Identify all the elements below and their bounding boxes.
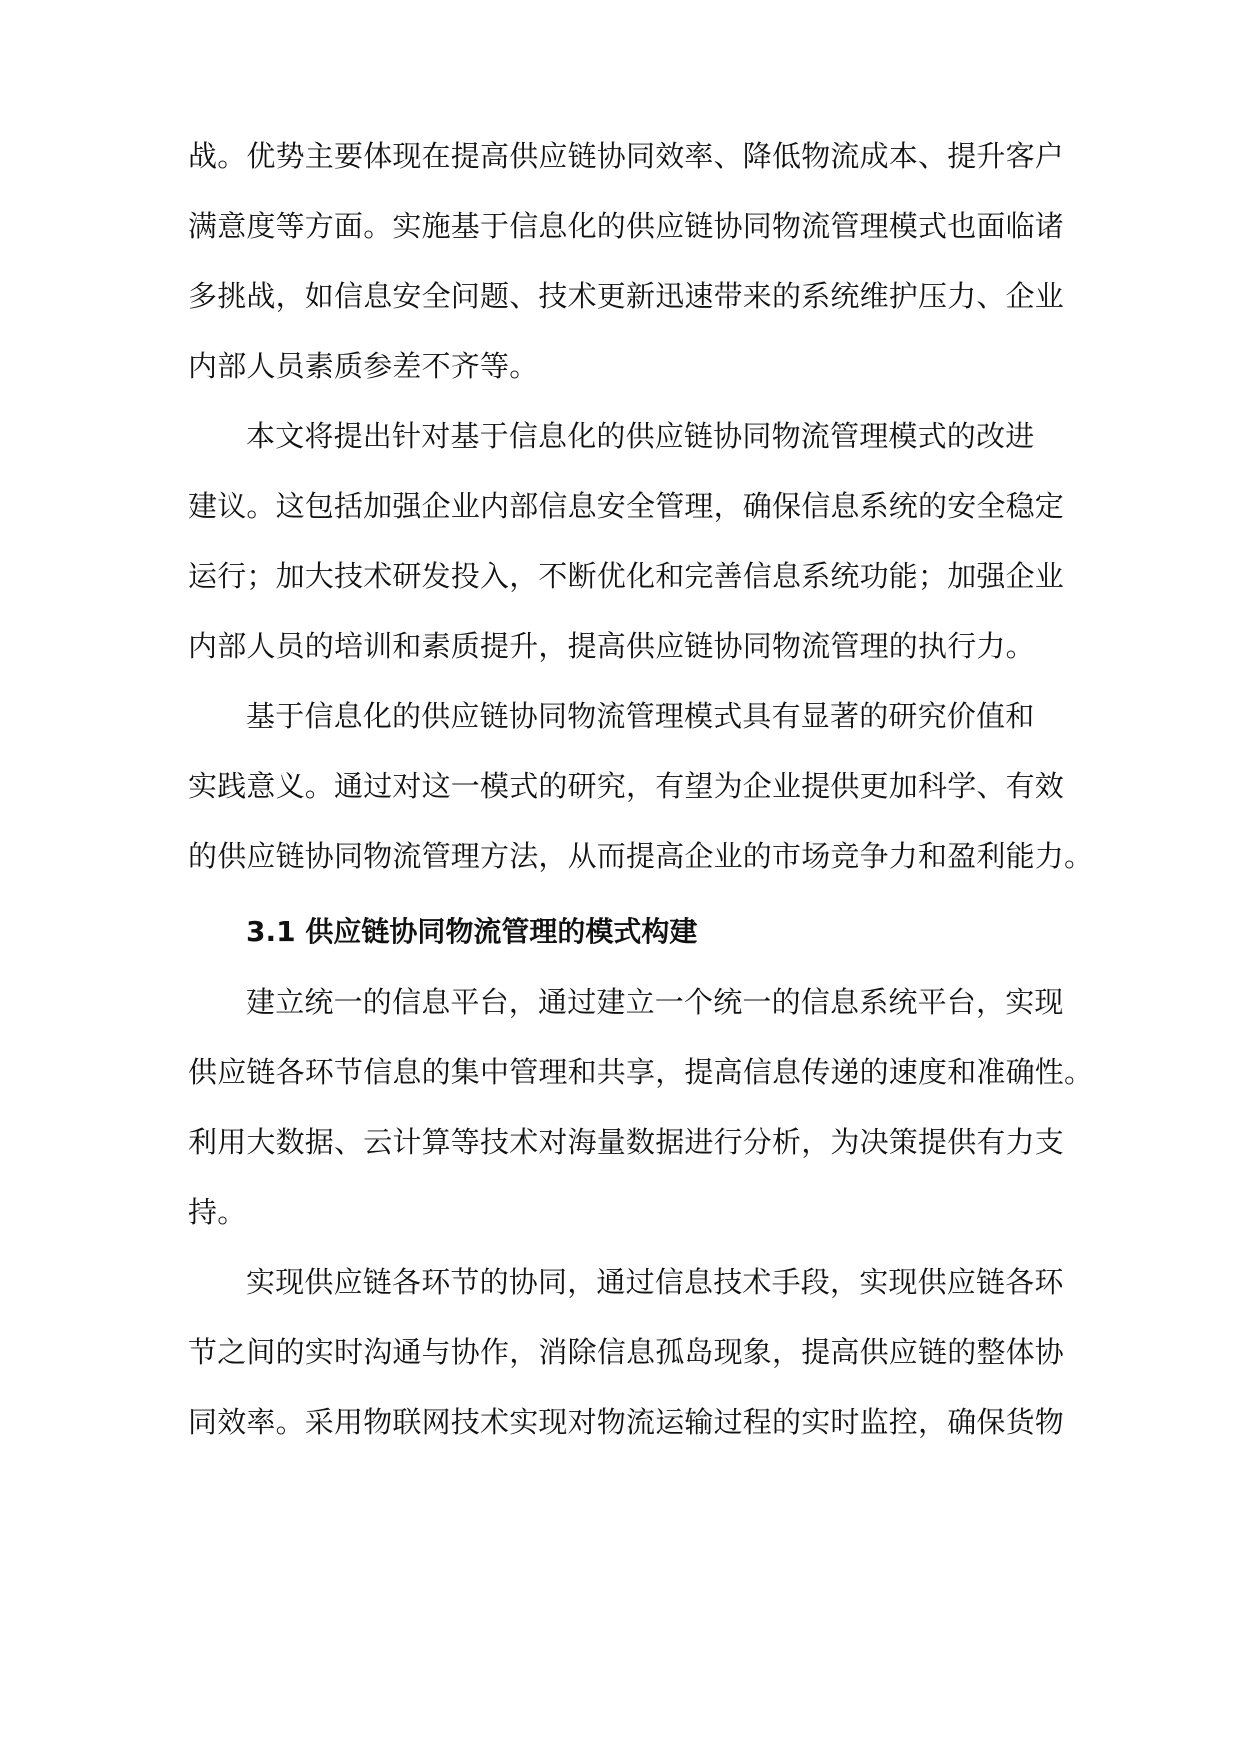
section-paragraph-2-line-2: 节之间的实时沟通与协作，消除信息孤岛现象，提高供应链的整体协 — [188, 1335, 1065, 1369]
paragraph-3-line-1: 基于信息化的供应链协同物流管理模式具有显著的研究价值和 — [246, 699, 1035, 733]
paragraph-2-line-2: 建议。这包括加强企业内部信息安全管理，确保信息系统的安全稳定 — [188, 489, 1065, 523]
paragraph-2-line-4: 内部人员的培训和素质提升，提高供应链协同物流管理的执行力。 — [188, 629, 1035, 663]
paragraph-2-line-3: 运行；加大技术研发投入，不断优化和完善信息系统功能；加强企业 — [188, 559, 1065, 593]
section-heading: 3.1 供应链协同物流管理的模式构建 — [246, 915, 698, 948]
section-paragraph-1-line-3: 利用大数据、云计算等技术对海量数据进行分析，为决策提供有力支 — [188, 1125, 1065, 1159]
section-paragraph-2-line-3: 同效率。采用物联网技术实现对物流运输过程的实时监控，确保货物 — [188, 1405, 1065, 1439]
section-paragraph-1-line-4: 持。 — [188, 1195, 247, 1229]
paragraph-3-line-3: 的供应链协同物流管理方法，从而提高企业的市场竞争力和盈利能力。 — [188, 839, 1094, 873]
paragraph-1-line-1: 战。优势主要体现在提高供应链协同效率、降低物流成本、提升客户 — [188, 139, 1065, 173]
paragraph-1-line-2: 满意度等方面。实施基于信息化的供应链协同物流管理模式也面临诸 — [188, 209, 1065, 243]
section-paragraph-1-line-2: 供应链各环节信息的集中管理和共享，提高信息传递的速度和准确性。 — [188, 1055, 1094, 1089]
paragraph-1-line-3: 多挑战，如信息安全问题、技术更新迅速带来的系统维护压力、企业 — [188, 279, 1065, 313]
paragraph-1-line-4: 内部人员素质参差不齐等。 — [188, 349, 539, 383]
section-paragraph-2-line-1: 实现供应链各环节的协同，通过信息技术手段，实现供应链各环 — [246, 1265, 1064, 1299]
section-paragraph-1-line-1: 建立统一的信息平台，通过建立一个统一的信息系统平台，实现 — [246, 985, 1064, 1019]
paragraph-2-line-1: 本文将提出针对基于信息化的供应链协同物流管理模式的改进 — [246, 419, 1035, 453]
paragraph-3-line-2: 实践意义。通过对这一模式的研究，有望为企业提供更加科学、有效 — [188, 769, 1065, 803]
